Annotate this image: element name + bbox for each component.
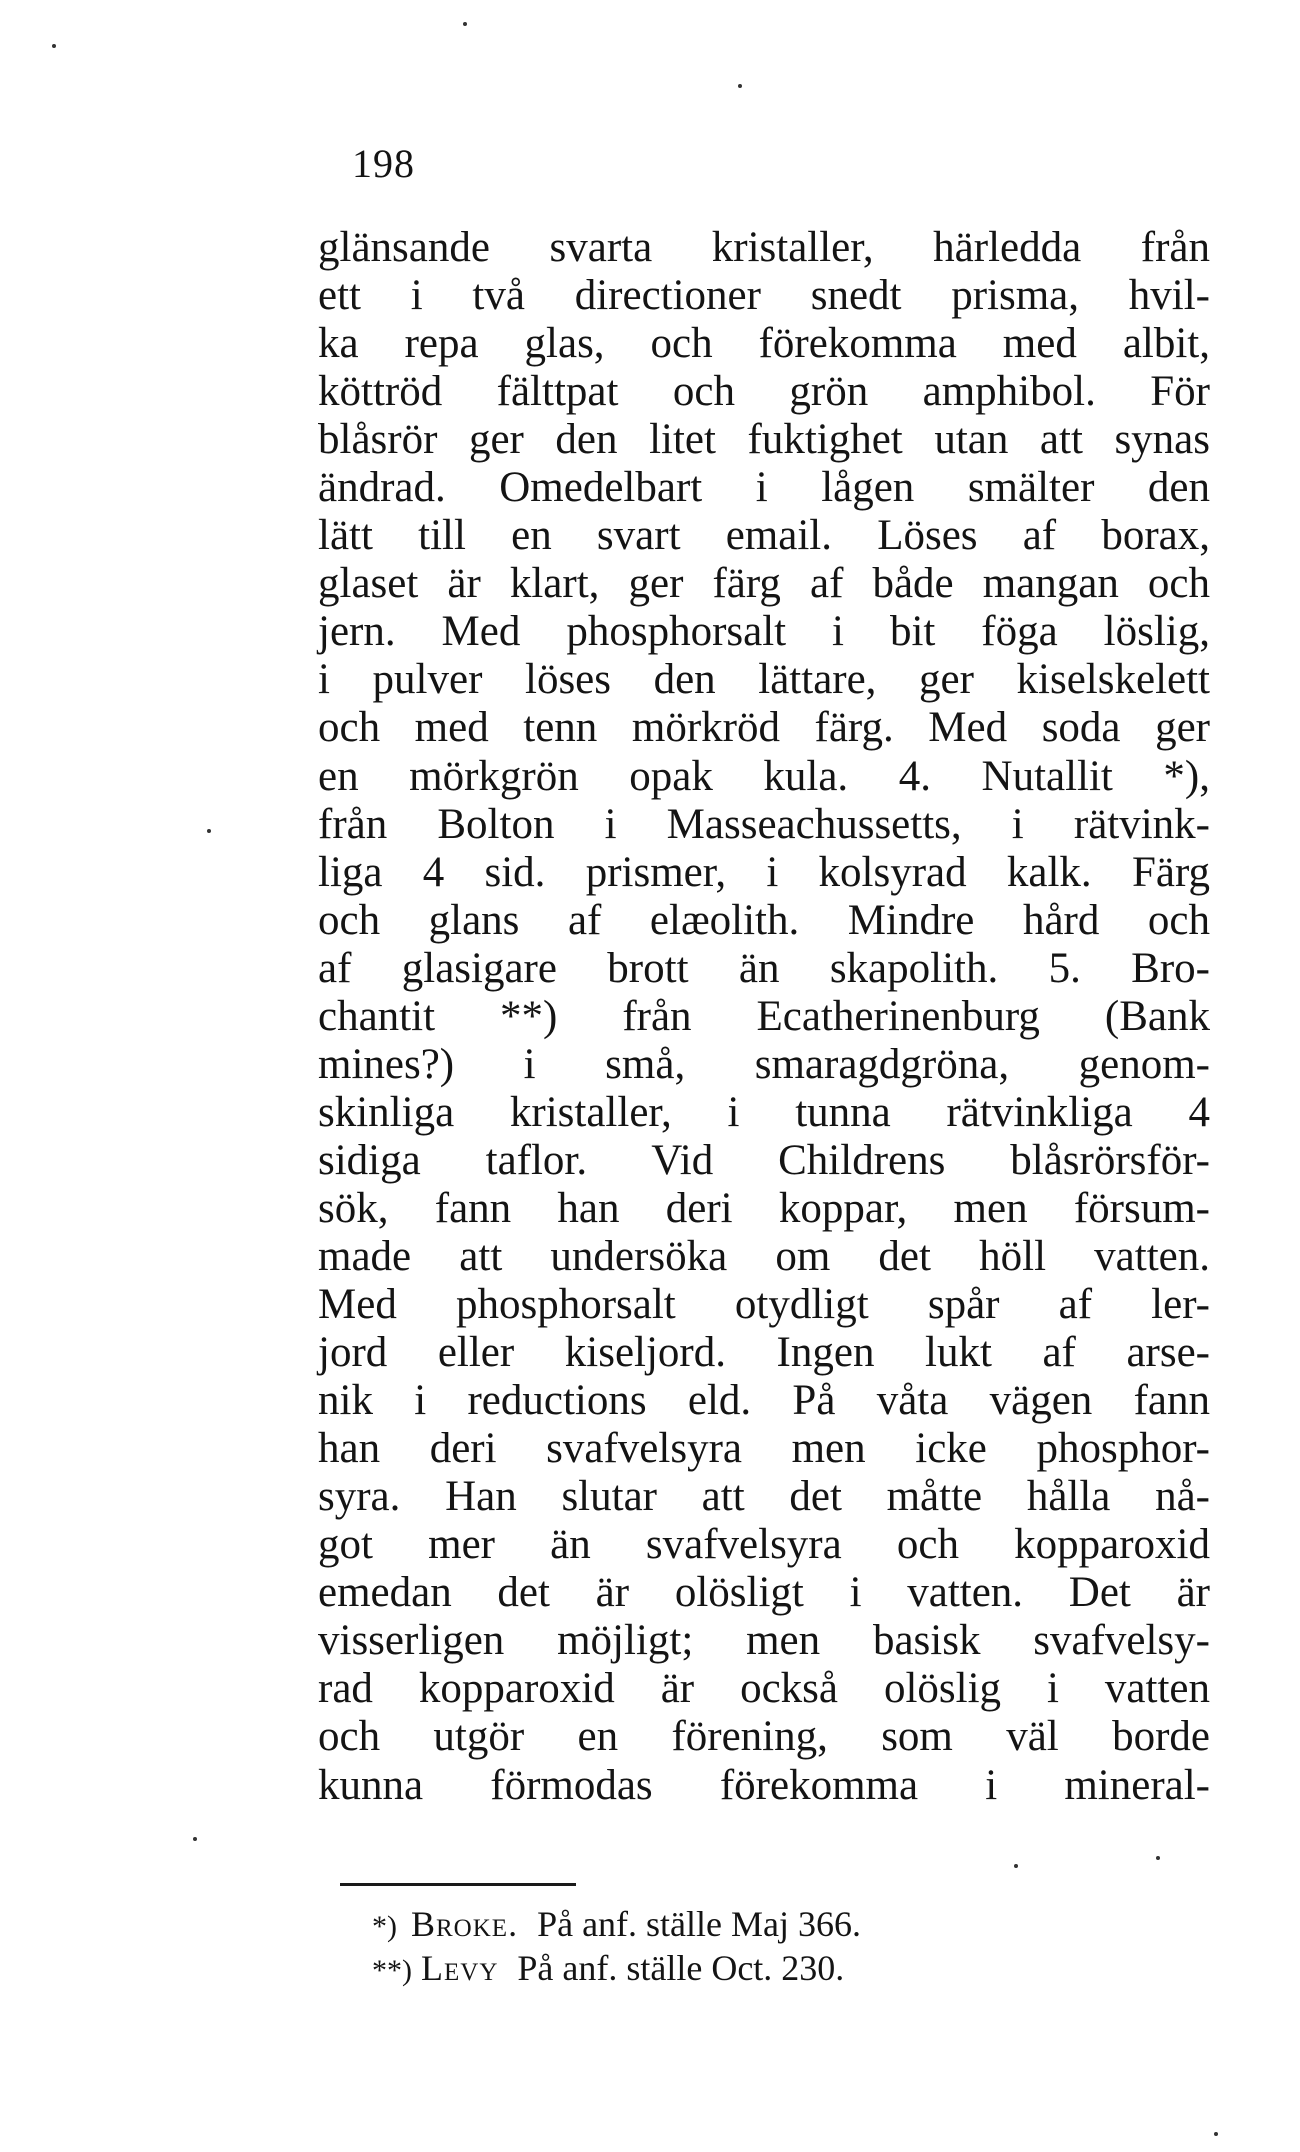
speck [738,84,742,88]
text-line: sök, fann han deri koppar, men försum- [318,1184,1210,1232]
text-line: skinliga kristaller, i tunna rätvinkliga 4 [318,1088,1210,1136]
text-line: ändrad. Omedelbart i lågen smälter den [318,464,1210,512]
text-line: liga 4 sid. prismer, i kolsyrad kalk. Färg [318,848,1210,896]
speck [1014,1864,1018,1868]
speck [207,829,211,833]
text-line: glänsande svarta kristaller, härledda från [318,224,1210,271]
text-line: från Bolton i Masseachussetts, i rätvink- [318,800,1210,848]
text-line: emedan det är olösligt i vatten. Det är [318,1569,1210,1617]
body-text [318,224,1210,1810]
text-line: sidiga taflor. Vid Childrens blåsrörsför- [318,1136,1210,1184]
footnote-author: Levy [421,1948,499,1988]
text-line: glaset är klart, ger färg af både mangan och [318,560,1210,608]
speck [193,1837,197,1841]
footnote [372,1946,861,1990]
footnote-marker: *) [372,1910,397,1943]
text-line: och utgör en förening, som väl borde [318,1713,1210,1761]
text-line: ett i två directioner snedt prisma, hvil- [318,272,1210,320]
text-line: syra. Han slutar att det måtte hålla nå- [318,1473,1210,1521]
speck [1214,2132,1218,2136]
text-line: nik i reductions eld. På våta vägen fann [318,1377,1210,1425]
footnote-text: På anf. ställe Oct. 230. [517,1948,845,1988]
speck [52,44,56,48]
footnote-divider [340,1883,576,1886]
text-line: chantit **) från Ecatherinenburg (Bank [318,992,1210,1040]
text-line: och glans af elæolith. Mindre hård och [318,896,1210,944]
page-number: 198 [352,141,415,186]
text-line: han deri svafvelsyra men icke phosphor- [318,1425,1210,1473]
text-line: och med tenn mörkröd färg. Med soda ger [318,704,1210,752]
text-line: lätt till en svart email. Löses af borax, [318,512,1210,560]
footnote-text: På anf. ställe Maj 366. [537,1904,862,1944]
text-line: i pulver löses den lättare, ger kiselskelett [318,656,1210,704]
text-line: en mörkgrön opak kula. 4. Nutallit *), [318,752,1210,800]
text-line: rad kopparoxid är också olöslig i vatten [318,1665,1210,1713]
text-line: jord eller kiseljord. Ingen lukt af arse- [318,1329,1210,1377]
footnote [372,1902,861,1946]
text-line: kunna förmodas förekomma i mineral- [318,1761,1210,1809]
text-line: Med phosphorsalt otydligt spår af ler- [318,1281,1210,1329]
speck [463,22,467,26]
text-line: made att undersöka om det höll vatten. [318,1232,1210,1280]
text-line: visserligen möjligt; men basisk svafvelsy- [318,1617,1210,1665]
text-line: ka repa glas, och förekomma med albit, [318,320,1210,368]
speck [1156,1856,1160,1860]
footnotes [372,1902,861,1990]
text-line: jern. Med phosphorsalt i bit föga löslig, [318,608,1210,656]
footnote-author: Broke. [411,1904,519,1944]
text-line: köttröd fälttpat och grön amphibol. För [318,368,1210,416]
footnote-marker: **) [372,1954,412,1987]
text-line: got mer än svafvelsyra och kopparoxid [318,1521,1210,1569]
text-line: blåsrör ger den litet fuktighet utan att synas [318,416,1210,464]
text-line: af glasigare brott än skapolith. 5. Bro- [318,944,1210,992]
text-line: mines?) i små, smaragdgröna, genom- [318,1040,1210,1088]
